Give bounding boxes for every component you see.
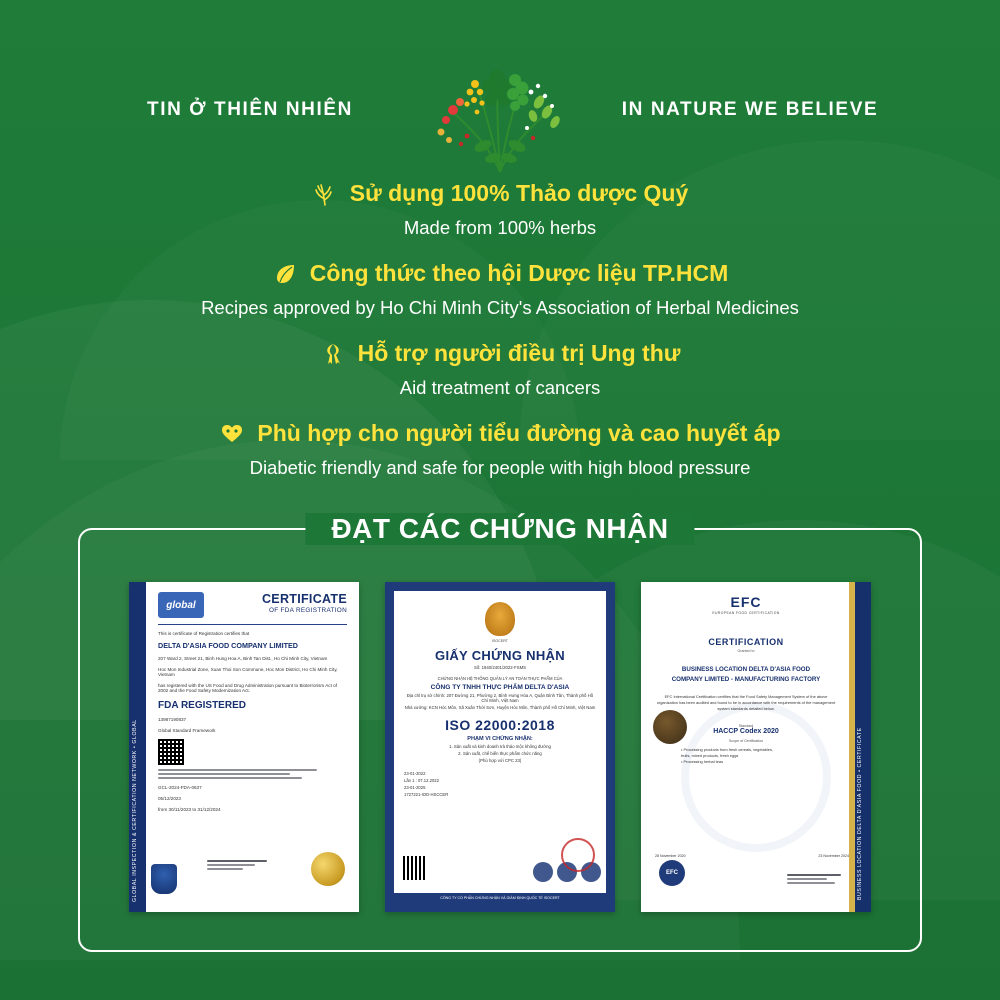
efc-orig-date: 28 November 2020 bbox=[655, 854, 686, 858]
fda-title-block bbox=[212, 592, 347, 614]
efc-scope-2: fruits, mixed products, fresh eggs bbox=[681, 753, 739, 759]
efc-standard: HACCP Codex 2020 bbox=[713, 727, 779, 735]
efc-logo bbox=[655, 594, 837, 615]
benefit-vietnamese-row bbox=[0, 418, 1000, 449]
benefit-vietnamese-text: Sử dụng 100% Thảo dược Quý bbox=[349, 180, 689, 206]
efc-scope-1: • Processing products from fresh cereals, vegetables, bbox=[681, 746, 773, 752]
isocert-emblem-icon bbox=[485, 602, 515, 636]
benefits-list bbox=[0, 178, 1000, 480]
heart-hands-icon bbox=[219, 421, 245, 447]
slogan-english: IN NATURE WE BELIEVE bbox=[621, 99, 879, 120]
efc-dates bbox=[655, 854, 849, 858]
fda-certificate-image[interactable] bbox=[129, 582, 359, 912]
benefit-vietnamese-row bbox=[0, 258, 1000, 289]
benefit-vietnamese-text: Công thức theo hội Dược liệu TP.HCM bbox=[309, 260, 729, 287]
efc-sidebar bbox=[855, 582, 871, 912]
global-logo: global bbox=[158, 592, 204, 618]
iso-number: Số: 1940/2401/2022-FSMS bbox=[473, 665, 527, 670]
iso-scope-note: (Phù hợp với CPC 23) bbox=[478, 758, 522, 763]
fda-sidebar bbox=[129, 582, 146, 912]
efc-granted-label: Granted to bbox=[737, 649, 755, 653]
iaf-mark-icon bbox=[533, 862, 553, 882]
benefit-item bbox=[0, 178, 1000, 240]
efc-embossed-seal bbox=[653, 710, 687, 744]
benefit-item bbox=[0, 338, 1000, 400]
ribbon-icon bbox=[320, 341, 346, 367]
benefit-vietnamese-text: Phù hợp cho người tiểu đường và cao huyết áp bbox=[257, 420, 781, 447]
fda-badge-emblem bbox=[151, 864, 177, 894]
fda-body-text: has registered with the US Food and Drug Administration pursuant to Bioterrorism Act of 2002 and the Food Safety Modernization Act. bbox=[158, 683, 337, 693]
iso-scope-1: 1. Sản xuất và kinh doanh trà thảo mộc không đường bbox=[449, 744, 551, 749]
efc-company-line1: BUSINESS LOCATION DELTA D'ASIA FOOD bbox=[681, 666, 811, 673]
efc-logo-text: EFC bbox=[730, 594, 762, 610]
iso-scope-2: 2. Sản xuất, chế biến thực phẩm chức năng bbox=[458, 751, 542, 756]
iso-cert-no: 1727221-IOD-HSCCER bbox=[404, 792, 449, 797]
iso-valid-date: Lần 1 : 07.12.2022 bbox=[404, 778, 439, 783]
isocert-label: ISOCERT bbox=[492, 639, 508, 643]
iso-standard: ISO 22000:2018 bbox=[445, 717, 555, 733]
fda-cert-no: GCL-2024-FDA-0637 bbox=[158, 785, 202, 790]
efc-signature bbox=[787, 872, 841, 886]
fda-factory: Hoc Mon Industrial Zone, Xuan Thoi Son Commune, Hoc Mon District, Ho Chi Minh City, Vietnam bbox=[158, 667, 338, 677]
efc-company-line2: COMPANY LIMITED - MANUFACTURING FACTORY bbox=[671, 675, 821, 683]
herb-sprig-icon bbox=[312, 181, 338, 207]
iso-title: GIẤY CHỨNG NHẬN bbox=[435, 648, 565, 663]
fda-validity: from 30/11/2023 to 31/12/2024 bbox=[158, 807, 221, 812]
iso-company: CÔNG TY TNHH THỰC PHẨM DELTA D'ASIA bbox=[430, 684, 570, 691]
fda-company: DELTA D'ASIA FOOD COMPANY LIMITED bbox=[158, 641, 298, 650]
efc-expiry-date: 23 November 2024 bbox=[818, 854, 849, 858]
fda-sidebar-text: GLOBAL INSPECTION & CERTIFICATION NETWORK • GLOBAL bbox=[131, 719, 138, 902]
fda-gold-seal bbox=[311, 852, 345, 886]
certifications-panel bbox=[78, 513, 922, 952]
benefit-english-text: Made from 100% herbs bbox=[403, 217, 597, 239]
herb-bouquet-logo bbox=[405, 40, 595, 180]
efc-description: EFC International Certification certifies that the Food Safety Management System of the above organization has been audited and found to be in accordance with the requirements of the management system standards detailed below. bbox=[656, 694, 836, 711]
certificates-row bbox=[80, 582, 920, 912]
efc-title: CERTIFICATION bbox=[708, 637, 784, 647]
efc-scope-3: • Processing herbal teas bbox=[681, 759, 724, 765]
fda-registered-stamp: FDA REGISTERED bbox=[158, 700, 246, 711]
fda-agent: Global Standard Framework bbox=[158, 728, 216, 733]
benefit-vietnamese-row bbox=[0, 338, 1000, 369]
iso-address: Địa chỉ trụ sở chính: 207 Đường 21, Phường 2, Bình Hưng Hòa A, Quận Bình Tân, Thành phố Hồ Chí Minh, Việt Nam bbox=[406, 693, 594, 703]
fda-header bbox=[158, 592, 347, 625]
benefit-vietnamese-row bbox=[0, 178, 1000, 209]
iso-expiry-date: 23-01-2025 bbox=[404, 785, 426, 790]
fda-subtitle: OF FDA REGISTRATION bbox=[268, 607, 347, 614]
slogan-vietnamese: TIN Ở THIÊN NHIÊN bbox=[147, 99, 353, 120]
iso-line1: CHỨNG NHẬN HỆ THỐNG QUẢN LÝ AN TOÀN THỰC PHẨM CỦA bbox=[437, 676, 563, 681]
fda-reg-number: 13987190837 bbox=[158, 717, 187, 722]
benefit-english-text: Diabetic friendly and safe for people with high blood pressure bbox=[249, 457, 751, 479]
fda-qr-code bbox=[158, 739, 184, 765]
iso-issue-date: 23-01-2022 bbox=[404, 771, 426, 776]
benefit-item bbox=[0, 418, 1000, 480]
iso-red-stamp bbox=[561, 838, 595, 872]
efc-standard-label: Standard bbox=[738, 723, 754, 728]
benefit-english-text: Aid treatment of cancers bbox=[399, 377, 601, 399]
brand-header bbox=[0, 40, 1000, 180]
iso-scope-title: PHẠM VI CHỨNG NHẬN: bbox=[467, 736, 533, 742]
efc-round-seal-icon: EFC bbox=[659, 860, 685, 886]
iso-qr-code bbox=[403, 856, 427, 880]
benefit-english-text: Recipes approved by Ho Chi Minh City's Association of Herbal Medicines bbox=[201, 297, 799, 319]
certifications-title: ĐẠT CÁC CHỨNG NHẬN bbox=[305, 513, 694, 545]
fda-title: CERTIFICATE bbox=[261, 592, 347, 606]
fda-intro: This is certificate of Registration certifies that bbox=[158, 631, 250, 636]
benefit-item bbox=[0, 258, 1000, 320]
iso-footer: CÔNG TY CỔ PHẦN CHỨNG NHẬN VÀ GIÁM ĐỊNH QUỐC TẾ ISOCERT bbox=[394, 893, 606, 903]
leaf-icon bbox=[272, 261, 298, 287]
efc-sidebar-text: BUSINESS LOCATION DELTA D'ASIA FOOD • CERTIFICATE bbox=[857, 727, 863, 900]
efc-logo-subtext: EUROPEAN FOOD CERTIFICATION bbox=[712, 611, 780, 615]
efc-scope-label: Scope of Certification bbox=[728, 738, 764, 743]
fda-microtext bbox=[158, 769, 347, 779]
iso-dates bbox=[404, 771, 596, 797]
fda-signature bbox=[207, 858, 267, 872]
fda-address: 207 Ward 2, Street 21, Binh Hung Hoa A, Binh Tan Dist., Ho Chi Minh City, Vietnam bbox=[158, 656, 328, 661]
fda-issue-date: 05/12/2023 bbox=[158, 796, 181, 801]
efc-certificate-image[interactable] bbox=[641, 582, 871, 912]
benefit-vietnamese-text: Hỗ trợ người điều trị Ung thư bbox=[357, 340, 681, 367]
iso-factory: Nhà xưởng: KCN Hóc Môn, Xã Xuân Thới Sơn, Huyện Hóc Môn, Thành phố Hồ Chí Minh, Việt Nam bbox=[404, 705, 596, 710]
iso-certificate-image[interactable] bbox=[385, 582, 615, 912]
